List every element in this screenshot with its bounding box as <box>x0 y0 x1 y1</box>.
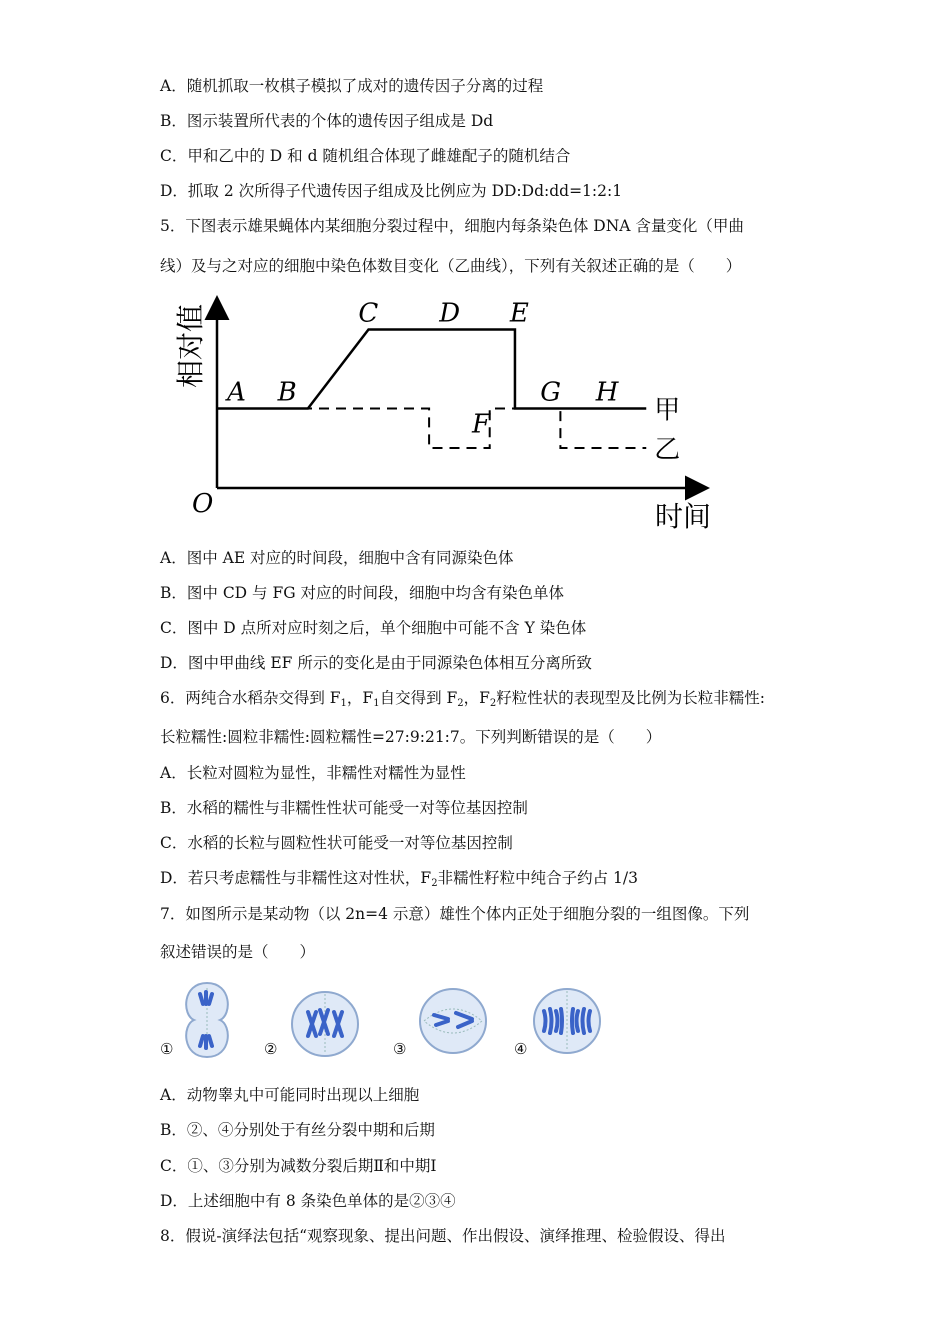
point-label-b: B <box>277 377 297 408</box>
q5-stem-line2: 线）及与之对应的细胞中染色体数目变化（乙曲线），下列有关叙述正确的是（ ） <box>160 257 742 275</box>
origin-label: O <box>192 489 214 519</box>
cell-figure-1 <box>180 980 235 1060</box>
q4-option-b: B．图示装置所代表的个体的遗传因子组成是 Dd <box>160 112 494 130</box>
cell-label-1: ① <box>160 1040 174 1058</box>
q4-option-c: C．甲和乙中的 D 和 d 随机组合体现了雌雄配子的随机结合 <box>160 147 571 165</box>
q7-option-c: C．①、③分别为减数分裂后期Ⅱ和中期Ⅰ <box>160 1157 437 1175</box>
q7-option-a: A．动物睾丸中可能同时出现以上细胞 <box>160 1086 420 1104</box>
q8-stem-line1: 8．假说-演绎法包括“观察现象、提出问题、作出假设、演绎推理、检验假设、得出 <box>160 1227 726 1245</box>
cell-label-3: ③ <box>393 1040 407 1058</box>
q7-option-b: B．②、④分别处于有丝分裂中期和后期 <box>160 1121 435 1139</box>
cell-figure-2 <box>290 990 360 1058</box>
q6-option-d: D．若只考虑糯性与非糯性这对性状，$F_2$非糯性籽粒中纯合子约占 1/3 <box>160 869 638 889</box>
dna-chromosome-chart <box>160 290 740 535</box>
q6-option-c: C．水稻的长粒与圆粒性状可能受一对等位基因控制 <box>160 834 513 852</box>
q4-option-a: A．随机抓取一枚棋子模拟了成对的遗传因子分离的过程 <box>160 77 544 95</box>
q5-option-c: C．图中 D 点所对应时刻之后，单个细胞中可能不含 Y 染色体 <box>160 619 587 637</box>
point-label-f: F <box>472 409 491 440</box>
cell-label-4: ④ <box>514 1040 528 1058</box>
series-label-1: 甲 <box>654 395 681 426</box>
point-label-h: H <box>595 377 619 408</box>
series-label-2: 乙 <box>654 435 681 465</box>
y-axis-label: 相对值 <box>174 303 207 388</box>
point-label-g: G <box>540 377 561 408</box>
q6-option-a: A．长粒对圆粒为显性，非糯性对糯性为显性 <box>160 764 466 782</box>
point-label-d: D <box>439 298 461 329</box>
q7-option-d: D．上述细胞中有 8 条染色单体的是②③④ <box>160 1192 456 1210</box>
q6-stem-line1: 6．两纯合水稻杂交得到 $F_1$，$F_1$自交得到 $F_2$，$F_2$籽粒性状的表现型及比例为长粒非糯性: <box>160 689 765 709</box>
q4-option-d: D．抓取 2 次所得子代遗传因子组成及比例应为 DD:Dd:dd=1:2:1 <box>160 182 623 200</box>
q7-stem-line2: 叙述错误的是（ ） <box>160 943 316 961</box>
cell-figure-4 <box>532 987 602 1055</box>
q5-option-a: A．图中 AE 对应的时间段，细胞中含有同源染色体 <box>160 549 514 567</box>
cell-label-2: ② <box>264 1040 278 1058</box>
series-line-2 <box>217 409 646 449</box>
q7-stem-line1: 7．如图所示是某动物（以 2n=4 示意）雄性个体内正处于细胞分裂的一组图像。下列 <box>160 905 750 923</box>
series-labels <box>654 396 680 466</box>
q5-option-b: B．图中 CD 与 FG 对应的时间段，细胞中均含有染色单体 <box>160 584 565 602</box>
point-label-c: C <box>358 298 379 329</box>
point-label-e: E <box>509 298 529 329</box>
cell-figure-3 <box>418 987 488 1055</box>
q5-option-d: D．图中甲曲线 EF 所示的变化是由于同源染色体相互分离所致 <box>160 654 592 672</box>
q6-stem-line2: 长粒糯性:圆粒非糯性:圆粒糯性=27:9:21:7。下列判断错误的是（ ） <box>160 728 662 746</box>
q5-stem-line1: 5．下图表示雄果蝇体内某细胞分裂过程中，细胞内每条染色体 DNA 含量变化（甲曲 <box>160 217 744 235</box>
q6-option-b: B．水稻的糯性与非糯性性状可能受一对等位基因控制 <box>160 799 528 817</box>
point-label-a: A <box>227 377 246 408</box>
x-axis-label: 时间 <box>655 500 712 533</box>
